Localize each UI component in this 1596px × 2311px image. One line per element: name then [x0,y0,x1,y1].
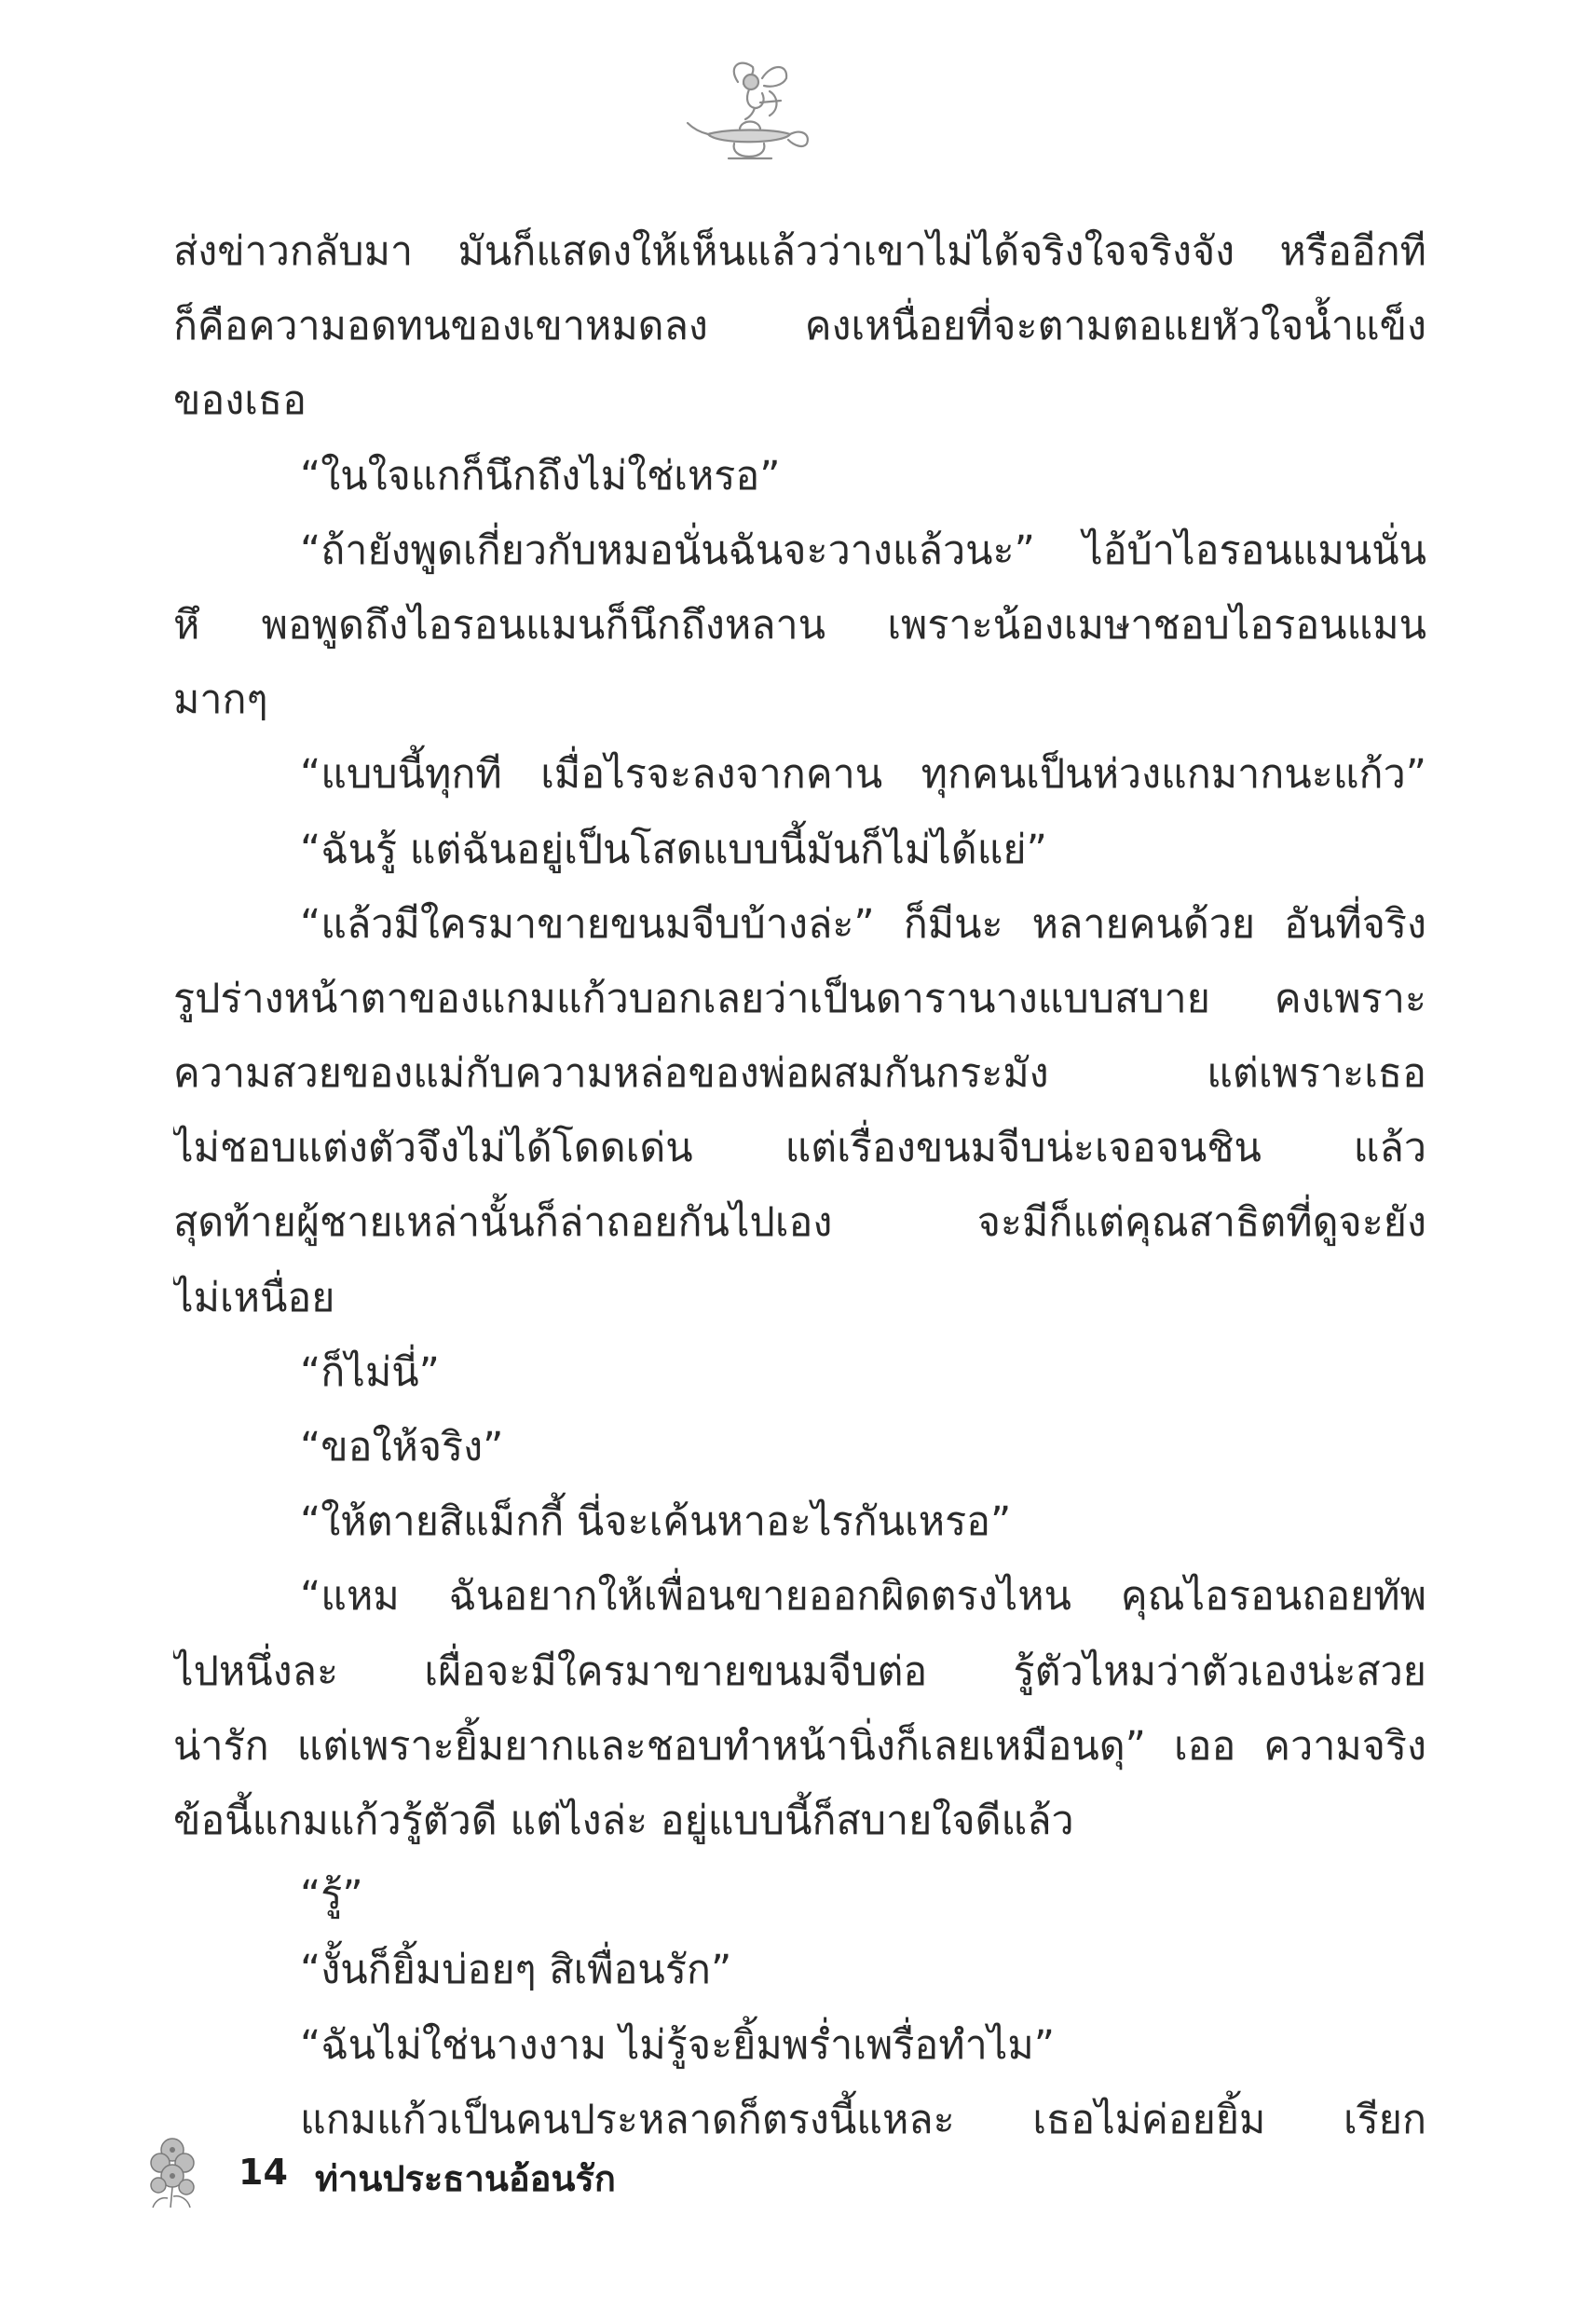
paragraph-line: “รู้” [300,1872,363,1920]
paragraph-line: ก็คือความอดทนของเขาหมดลง คงเหนื่อยที่จะตามตอแยหัวใจน้ำแข็ง [173,303,1426,350]
paragraph-line: น่ารัก แต่เพราะยิ้มยากและชอบทำหน้านิ่งก็เลยเหมือนดุ” เออ ความจริง [173,1722,1426,1770]
paragraph-line: ไปหนึ่งละ เผื่อจะมีใครมาขายขนมจีบต่อ รู้ตัวไหมว่าตัวเองน่ะสวย [173,1648,1426,1695]
paragraph-line: แกมแก้วเป็นคนประหลาดก็ตรงนี้แหละ เธอไม่ค่อยยิ้ม เรียก [300,2096,1426,2143]
flower-ornament-icon [140,2129,205,2211]
paragraph-line: ไม่ชอบแต่งตัวจึงไม่ได้โดดเด่น แต่เรื่องขนมจีบน่ะเจอจนชิน แล้ว [173,1125,1426,1172]
paragraph-line: “ฉันไม่ใช่นางงาม ไม่รู้จะยิ้มพร่ำเพรื่อทำไม” [300,2021,1055,2069]
paragraph-line: “ในใจแกก็นึกถึงไม่ใช่เหรอ” [300,452,781,499]
page-footer [140,2129,885,2213]
paragraph-line: ของเธอ [173,377,307,425]
paragraph-line: “แหม ฉันอยากให้เพื่อนขายออกผิดตรงไหน คุณไอรอนถอยทัพ [300,1573,1426,1620]
paragraph-line: ไม่เหนื่อย [173,1274,335,1321]
paragraph-line: มากๆ [173,677,268,724]
paragraph-line: “งั้นก็ยิ้มบ่อยๆ สิเพื่อนรัก” [300,1947,732,1994]
paragraph-line: ส่งข่าวกลับมา มันก็แสดงให้เห็นแล้วว่าเขาไม่ได้จริงใจจริงจัง หรืออีกที [173,228,1426,275]
body-text [173,214,1426,2157]
paragraph-line: “แล้วมีใครมาขายขนมจีบบ้างล่ะ” ก็มีนะ หลายคนด้วย อันที่จริง [300,900,1426,948]
cupid-lamp-ornament-icon [680,54,820,166]
paragraph-line: หึ พอพูดถึงไอรอนแมนก็นึกถึงหลาน เพราะน้องเมษาชอบไอรอนแมน [173,601,1426,649]
paragraph-line: “ขอให้จริง” [300,1424,504,1470]
paragraph-line: ความสวยของแม่กับความหล่อของพ่อผสมกันกระมัง แต่เพราะเธอ [173,1050,1426,1098]
paragraph-line: สุดท้ายผู้ชายเหล่านั้นก็ล่าถอยกันไปเอง จะมีก็แต่คุณสาธิตที่ดูจะยัง [173,1199,1426,1247]
paragraph-line: “ก็ไม่นี่” [300,1348,440,1396]
paragraph-line: “แบบนี้ทุกที เมื่อไรจะลงจากคาน ทุกคนเป็นห่วงแกมากนะแก้ว” [300,751,1426,799]
book-title: ท่านประธานอ้อนรัก [315,2158,616,2199]
paragraph-line: “ถ้ายังพูดเกี่ยวกับหมอนั่นฉันจะวางแล้วนะ” ไอ้บ้าไอรอนแมนนั่น [300,526,1426,574]
paragraph-line: รูปร่างหน้าตาของแกมแก้วบอกเลยว่าเป็นดารานางแบบสบาย คงเพราะ [173,975,1426,1022]
page-number: 14 [239,2152,288,2193]
paragraph-line: “ฉันรู้ แต่ฉันอยู่เป็นโสดแบบนี้มันก็ไม่ได้แย่” [300,826,1047,873]
paragraph-line: “ให้ตายสิแม็กกี้ นี่จะเค้นหาอะไรกันเหรอ” [300,1498,1012,1546]
paragraph-line: ข้อนี้แกมแก้วรู้ตัวดี แต่ไงล่ะ อยู่แบบนี้ก็สบายใจดีแล้ว [173,1797,1074,1844]
